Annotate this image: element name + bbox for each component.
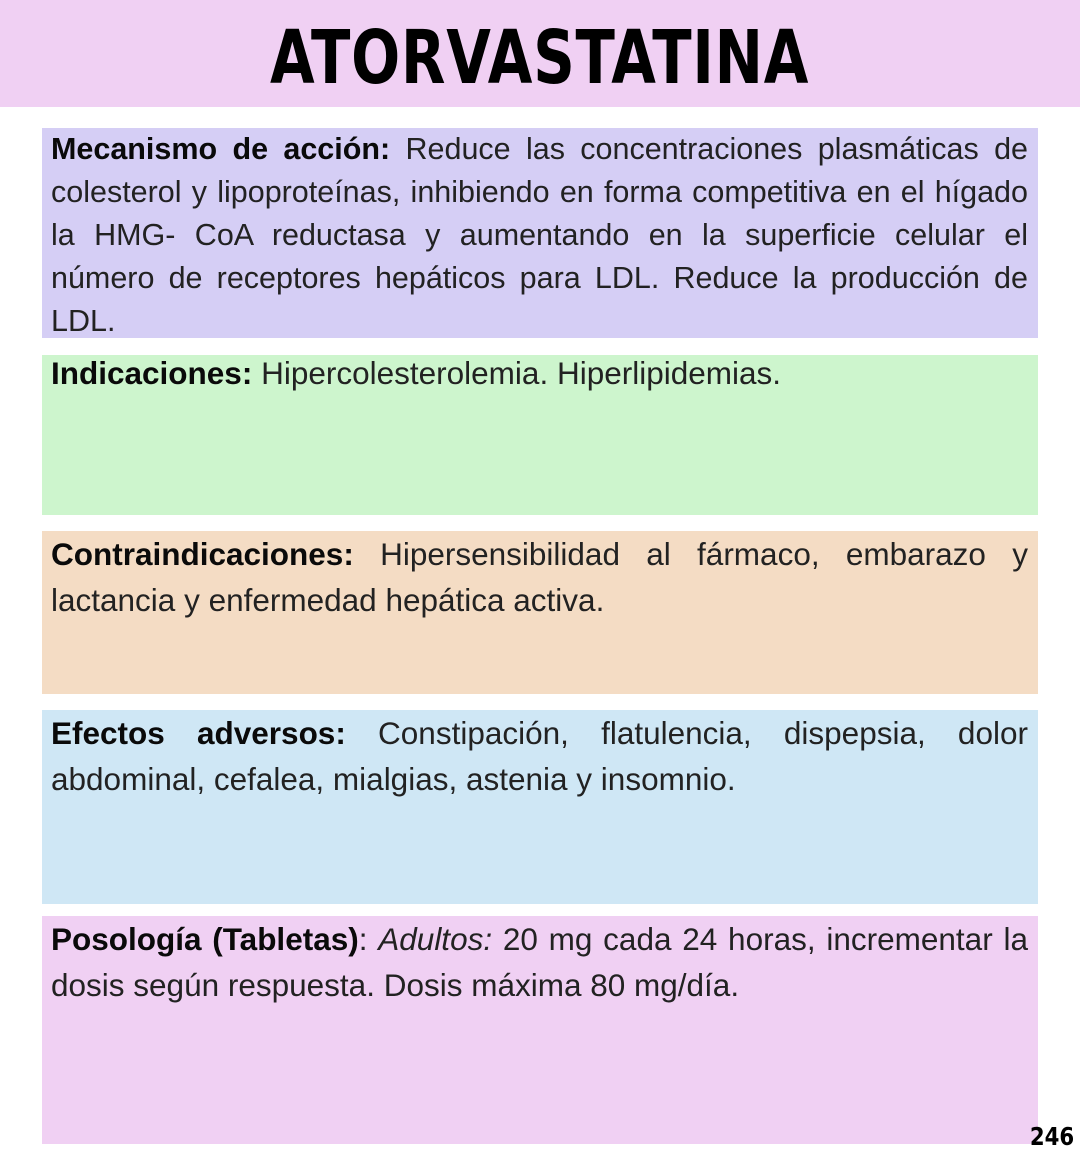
section-contraindicaciones xyxy=(42,531,1038,694)
mecanismo-paragraph xyxy=(51,128,1028,343)
mecanismo-label: Mecanismo de acción: xyxy=(51,132,391,166)
efectos-paragraph xyxy=(51,710,1028,802)
posologia-text: 20 mg cada 24 horas, incrementar la dosis según respuesta. Dosis máxima 80 mg/día. xyxy=(51,921,1028,1003)
indicaciones-paragraph xyxy=(51,355,1028,391)
title-bar xyxy=(0,0,1080,107)
page-number: 246 xyxy=(1029,1122,1074,1151)
indicaciones-text: Hipercolesterolemia. Hiperlipidemias. xyxy=(261,355,782,391)
indicaciones-label: Indicaciones: xyxy=(51,355,253,391)
posologia-subject: Adultos: xyxy=(378,921,493,957)
page-title: ATORVASTATINA xyxy=(270,14,810,101)
section-indicaciones xyxy=(42,355,1038,515)
posologia-paragraph xyxy=(51,916,1028,1008)
contraindicaciones-text: Hipersensibilidad al fármaco, embarazo y lactancia y enfermedad hepática activa. xyxy=(51,536,1028,618)
efectos-text: Constipación, flatulencia, dispepsia, dolor abdominal, cefalea, mialgias, astenia y insomnio. xyxy=(51,715,1028,797)
efectos-label: Efectos adversos: xyxy=(51,715,346,751)
posologia-label: Posología (Tabletas) xyxy=(51,921,359,957)
posologia-separator: : xyxy=(358,921,368,957)
mecanismo-text: Reduce las concentraciones plasmáticas de colesterol y lipoproteínas, inhibiendo en forma competitiva en el hígado la HMG- CoA reductasa y aumentando en la superficie celular el número de receptores hepáticos para LDL. Reduce la producción de LDL. xyxy=(51,132,1029,338)
contraindicaciones-label: Contraindicaciones: xyxy=(51,536,354,572)
section-posologia xyxy=(42,916,1038,1144)
contraindicaciones-paragraph xyxy=(51,531,1028,623)
section-mecanismo xyxy=(42,128,1038,338)
section-efectos-adversos xyxy=(42,710,1038,904)
